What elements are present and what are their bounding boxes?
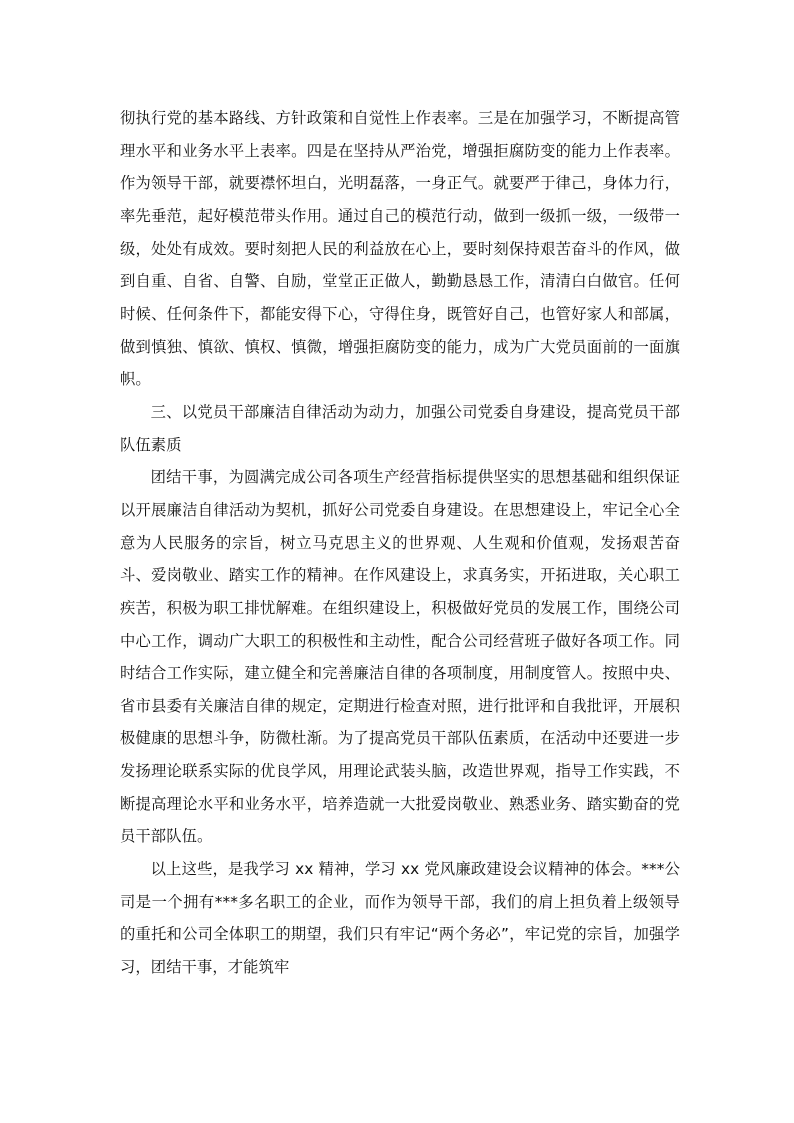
paragraph-leading-continuation: 彻执行党的基本路线、方针政策和自觉性上作表率。三是在加强学习，不断提高管理水平和业务水平上表率。四是在坚持从严治党，增强拒腐防变的能力上作表率。作为领导干部，就要襟怀坦白，光明磊落，一身正气。就要严于律己，身体力行，率先垂范，起好模范带头作用。通过自己的模范行动，做到一级抓一级，一级带一级，处处有成效。要时刻把人民的利益放在心上，要时刻保持艰苦奋斗的作风，做到自重、自省、自警、自励，堂堂正正做人，勤勤恳恳工作，清清白白做官。任何时候、任何条件下，都能安得下心，守得住身，既管好自己，也管好家人和部属，做到慎独、慎欲、慎权、慎微，增强拒腐防变的能力，成为广大党员面前的一面旗帜。 xyxy=(120,109,680,389)
document-body xyxy=(120,102,680,984)
paragraph-conclusion: 以上这些，是我学习 xx 精神，学习 xx 党风廉政建设会议精神的体会。***公司是一个拥有***多名职工的企业，而作为领导干部，我们的肩上担负着上级领导的重托和公司全体职工的期望，我们只有牢记“两个务必”，牢记党的宗旨，加强学习，团结干事，才能筑牢 xyxy=(120,860,680,977)
paragraph-party-building: 团结干事，为圆满完成公司各项生产经营指标提供坚实的思想基础和组织保证以开展廉洁自律活动为契机，抓好公司党委自身建设。在思想建设上，牢记全心全意为人民服务的宗旨，树立马克思主义的世界观、人生观和价值观，发扬艰苦奋斗、爱岗敬业、踏实工作的精神。在作风建设上，求真务实，开拓进取，关心职工疾苦，积极为职工排忧解难。在组织建设上，积极做好党员的发展工作，围绕公司中心工作，调动广大职工的积极性和主动性，配合公司经营班子做好各项工作。同时结合工作实际，建立健全和完善廉洁自律的各项制度，用制度管人。按照中央、省市县委有关廉洁自律的规定，定期进行检查对照，进行批评和自我批评，开展积极健康的思想斗争，防微杜渐。为了提高党员干部队伍素质，在活动中还要进一步发扬理论联系实际的优良学风，用理论武装头脑，改造世界观，指导工作实践，不断提高理论水平和业务水平，培养造就一大批爱岗敬业、熟悉业务、踏实勤奋的党员干部队伍。 xyxy=(120,468,680,846)
section-heading: 三、以党员干部廉洁自律活动为动力，加强公司党委自身建设，提高党员干部队伍素质 xyxy=(120,402,680,454)
